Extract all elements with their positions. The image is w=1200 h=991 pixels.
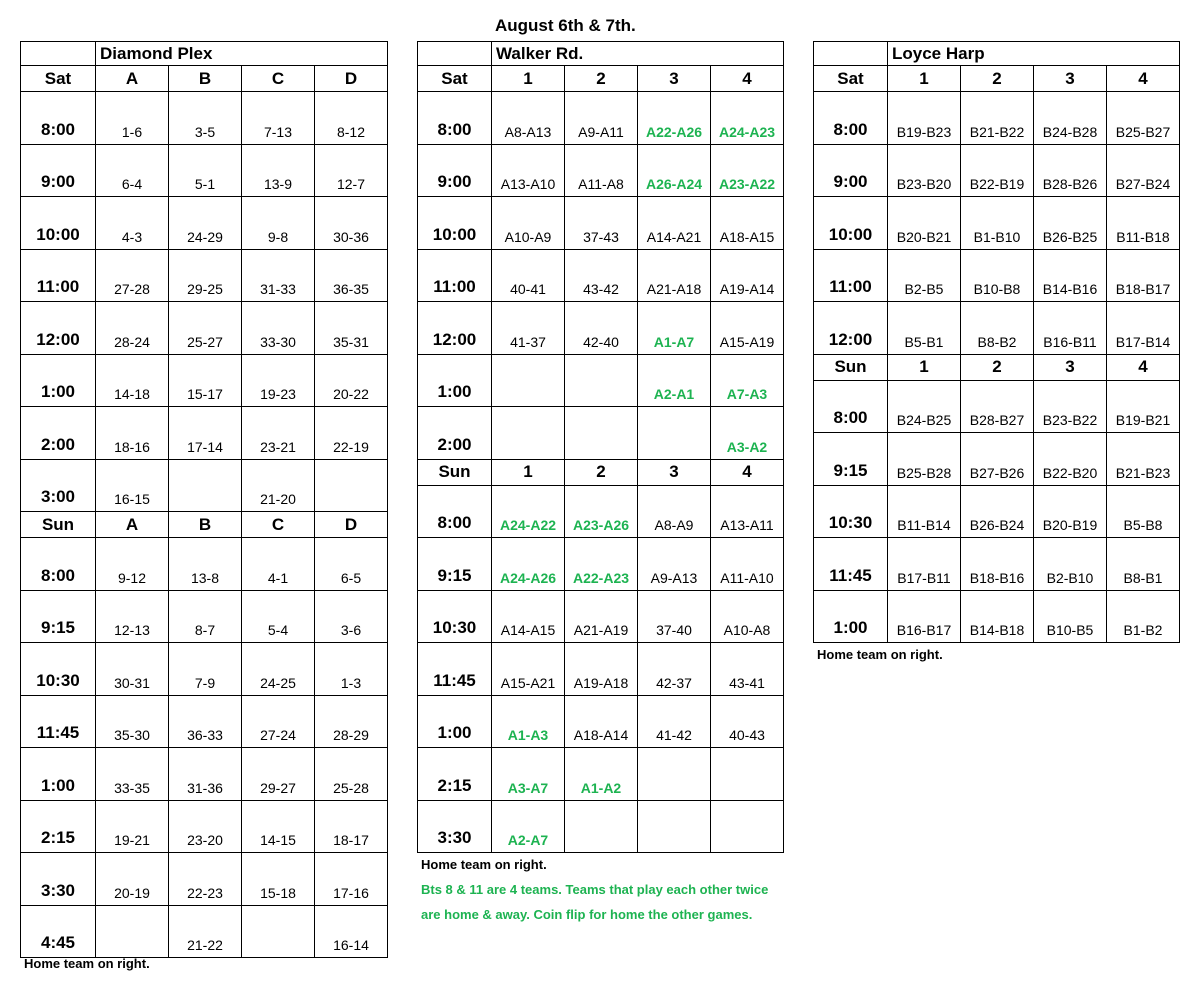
loyce-harp-table	[813, 41, 1180, 643]
day-label: Sat	[21, 66, 96, 92]
schedule-row	[21, 407, 388, 460]
game-cell: 25-28	[315, 748, 388, 801]
game-cell: A21-A19	[565, 590, 638, 643]
game-cell: 23-20	[169, 800, 242, 853]
game-cell: B8-B2	[961, 302, 1034, 355]
game-cell: B14-B18	[961, 590, 1034, 643]
game-cell: 16-15	[96, 459, 169, 512]
schedule-row	[814, 590, 1180, 643]
game-cell: B25-B27	[1107, 92, 1180, 145]
game-cell: 31-36	[169, 748, 242, 801]
diamond-plex-note: Home team on right.	[24, 956, 150, 971]
game-cell: 9-12	[96, 538, 169, 591]
game-cell: A23-A22	[711, 144, 784, 197]
game-cell	[242, 905, 315, 958]
game-cell: 14-15	[242, 800, 315, 853]
column-label: D	[315, 512, 388, 538]
game-cell: B28-B26	[1034, 144, 1107, 197]
schedule-row	[814, 485, 1180, 538]
game-cell: 9-8	[242, 197, 315, 250]
game-cell: 3-6	[315, 590, 388, 643]
game-cell: 24-29	[169, 197, 242, 250]
game-cell: 1-3	[315, 643, 388, 696]
game-cell: 31-33	[242, 249, 315, 302]
game-cell: 35-30	[96, 695, 169, 748]
game-cell: 6-4	[96, 144, 169, 197]
time-slot: 2:15	[21, 800, 96, 853]
game-cell: 27-28	[96, 249, 169, 302]
game-cell	[315, 459, 388, 512]
game-cell	[565, 800, 638, 853]
game-cell	[169, 459, 242, 512]
walker-rd-note: Home team on right.	[421, 857, 547, 872]
schedule-row	[21, 459, 388, 512]
time-slot: 11:00	[418, 249, 492, 302]
game-cell	[638, 800, 711, 853]
venue-blank-cell	[814, 42, 888, 66]
schedule-row	[814, 380, 1180, 433]
venue-blank-cell	[418, 42, 492, 66]
game-cell: A2-A1	[638, 354, 711, 407]
venue-name: Loyce Harp	[888, 42, 1180, 66]
game-cell: 19-21	[96, 800, 169, 853]
game-cell: A24-A23	[711, 92, 784, 145]
game-cell: B26-B24	[961, 485, 1034, 538]
game-cell: B14-B16	[1034, 249, 1107, 302]
game-cell: A15-A21	[492, 643, 565, 696]
game-cell: B27-B26	[961, 433, 1034, 486]
game-cell	[492, 354, 565, 407]
game-cell: B18-B17	[1107, 249, 1180, 302]
game-cell: B5-B8	[1107, 485, 1180, 538]
game-cell: 22-19	[315, 407, 388, 460]
game-cell: B10-B5	[1034, 590, 1107, 643]
day-label: Sat	[418, 66, 492, 92]
column-label: 1	[492, 459, 565, 485]
schedule-row	[418, 354, 784, 407]
schedule-row	[21, 748, 388, 801]
game-cell: A7-A3	[711, 354, 784, 407]
game-cell: 41-37	[492, 302, 565, 355]
schedule-row	[21, 695, 388, 748]
game-cell: B23-B20	[888, 144, 961, 197]
game-cell: A1-A7	[638, 302, 711, 355]
schedule-row	[418, 538, 784, 591]
game-cell	[638, 748, 711, 801]
day-header-row	[814, 354, 1180, 380]
schedule-row	[814, 249, 1180, 302]
schedule-row	[21, 354, 388, 407]
column-label: 2	[961, 66, 1034, 92]
game-cell: 43-42	[565, 249, 638, 302]
schedule-row	[21, 853, 388, 906]
time-slot: 2:00	[418, 407, 492, 460]
schedule-row	[21, 590, 388, 643]
time-slot: 11:00	[814, 249, 888, 302]
time-slot: 12:00	[814, 302, 888, 355]
game-cell: B5-B1	[888, 302, 961, 355]
walker-rd-table	[417, 41, 784, 853]
schedule-row	[21, 249, 388, 302]
game-cell: 23-21	[242, 407, 315, 460]
schedule-row	[418, 407, 784, 460]
column-label: 3	[638, 66, 711, 92]
time-slot: 4:45	[21, 905, 96, 958]
time-slot: 10:00	[814, 197, 888, 250]
game-cell: A9-A13	[638, 538, 711, 591]
game-cell: B22-B20	[1034, 433, 1107, 486]
time-slot: 9:00	[418, 144, 492, 197]
game-cell: 29-25	[169, 249, 242, 302]
game-cell: B1-B10	[961, 197, 1034, 250]
game-cell: A23-A26	[565, 485, 638, 538]
walker-rd-green-note: Bts 8 & 11 are 4 teams. Teams that play each other twice are home & away. Coin flip for home the other games.	[421, 882, 769, 922]
game-cell: 7-13	[242, 92, 315, 145]
game-cell: 21-22	[169, 905, 242, 958]
venue-name: Walker Rd.	[492, 42, 784, 66]
column-label: 4	[1107, 66, 1180, 92]
game-cell: 41-42	[638, 695, 711, 748]
loyce-harp-note: Home team on right.	[817, 647, 943, 662]
game-cell: 8-7	[169, 590, 242, 643]
game-cell: 35-31	[315, 302, 388, 355]
time-slot: 3:30	[418, 800, 492, 853]
schedule-row	[21, 92, 388, 145]
game-cell: B19-B23	[888, 92, 961, 145]
game-cell: B20-B19	[1034, 485, 1107, 538]
game-cell: 27-24	[242, 695, 315, 748]
column-label: 2	[565, 459, 638, 485]
game-cell: 22-23	[169, 853, 242, 906]
game-cell: 16-14	[315, 905, 388, 958]
game-cell: A18-A15	[711, 197, 784, 250]
game-cell: B27-B24	[1107, 144, 1180, 197]
game-cell: A24-A22	[492, 485, 565, 538]
column-label: 2	[961, 354, 1034, 380]
game-cell: 14-18	[96, 354, 169, 407]
game-cell: B16-B17	[888, 590, 961, 643]
schedule-row	[814, 92, 1180, 145]
page-title: August 6th & 7th.	[495, 16, 636, 35]
time-slot: 10:30	[418, 590, 492, 643]
time-slot: 11:00	[21, 249, 96, 302]
game-cell: 43-41	[711, 643, 784, 696]
game-cell: 5-1	[169, 144, 242, 197]
game-cell: A13-A10	[492, 144, 565, 197]
game-cell: 18-17	[315, 800, 388, 853]
diamond-plex-table	[20, 41, 388, 958]
column-label: 4	[1107, 354, 1180, 380]
game-cell: B24-B25	[888, 380, 961, 433]
time-slot: 2:15	[418, 748, 492, 801]
game-cell	[565, 407, 638, 460]
day-header-row	[418, 66, 784, 92]
game-cell: 28-24	[96, 302, 169, 355]
game-cell: B2-B10	[1034, 538, 1107, 591]
game-cell: 19-23	[242, 354, 315, 407]
game-cell: A1-A2	[565, 748, 638, 801]
game-cell: B8-B1	[1107, 538, 1180, 591]
time-slot: 11:45	[21, 695, 96, 748]
game-cell: B21-B22	[961, 92, 1034, 145]
game-cell: 8-12	[315, 92, 388, 145]
column-label: C	[242, 512, 315, 538]
game-cell: 17-14	[169, 407, 242, 460]
game-cell: 4-1	[242, 538, 315, 591]
venue-row	[418, 42, 784, 66]
game-cell	[96, 905, 169, 958]
game-cell: A26-A24	[638, 144, 711, 197]
column-label: 1	[888, 66, 961, 92]
time-slot: 1:00	[21, 748, 96, 801]
game-cell: 12-7	[315, 144, 388, 197]
game-cell: B28-B27	[961, 380, 1034, 433]
game-cell: B18-B16	[961, 538, 1034, 591]
time-slot: 12:00	[418, 302, 492, 355]
column-label: 4	[711, 66, 784, 92]
game-cell: 36-35	[315, 249, 388, 302]
column-label: 1	[492, 66, 565, 92]
game-cell: B17-B11	[888, 538, 961, 591]
time-slot: 3:30	[21, 853, 96, 906]
game-cell: A18-A14	[565, 695, 638, 748]
game-cell: 18-16	[96, 407, 169, 460]
game-cell: B16-B11	[1034, 302, 1107, 355]
game-cell: 30-31	[96, 643, 169, 696]
time-slot: 1:00	[814, 590, 888, 643]
day-label: Sun	[21, 512, 96, 538]
time-slot: 8:00	[418, 485, 492, 538]
schedule-row	[418, 748, 784, 801]
game-cell: A14-A15	[492, 590, 565, 643]
game-cell: A3-A2	[711, 407, 784, 460]
game-cell: A2-A7	[492, 800, 565, 853]
game-cell: B17-B14	[1107, 302, 1180, 355]
game-cell: 36-33	[169, 695, 242, 748]
schedule-row	[418, 590, 784, 643]
game-cell: 33-35	[96, 748, 169, 801]
column-label: A	[96, 66, 169, 92]
game-cell: 1-6	[96, 92, 169, 145]
schedule-row	[814, 197, 1180, 250]
day-label: Sat	[814, 66, 888, 92]
time-slot: 9:15	[814, 433, 888, 486]
game-cell: B26-B25	[1034, 197, 1107, 250]
time-slot: 9:15	[418, 538, 492, 591]
game-cell: 13-8	[169, 538, 242, 591]
game-cell: 7-9	[169, 643, 242, 696]
column-label: 4	[711, 459, 784, 485]
time-slot: 8:00	[21, 92, 96, 145]
schedule-row	[418, 92, 784, 145]
schedule-row	[418, 302, 784, 355]
schedule-row	[814, 433, 1180, 486]
schedule-row	[21, 800, 388, 853]
schedule-row	[418, 800, 784, 853]
game-cell: 21-20	[242, 459, 315, 512]
game-cell: 24-25	[242, 643, 315, 696]
time-slot: 11:45	[814, 538, 888, 591]
game-cell: 29-27	[242, 748, 315, 801]
game-cell: 42-40	[565, 302, 638, 355]
schedule-row	[21, 302, 388, 355]
time-slot: 2:00	[21, 407, 96, 460]
time-slot: 8:00	[814, 92, 888, 145]
column-label: 1	[888, 354, 961, 380]
game-cell: A8-A9	[638, 485, 711, 538]
game-cell: 6-5	[315, 538, 388, 591]
game-cell: 12-13	[96, 590, 169, 643]
time-slot: 11:45	[418, 643, 492, 696]
game-cell: 20-22	[315, 354, 388, 407]
game-cell: 25-27	[169, 302, 242, 355]
schedule-row	[814, 144, 1180, 197]
game-cell	[565, 354, 638, 407]
game-cell: B20-B21	[888, 197, 961, 250]
schedule-row	[418, 695, 784, 748]
game-cell: B25-B28	[888, 433, 961, 486]
time-slot: 1:00	[21, 354, 96, 407]
game-cell: 20-19	[96, 853, 169, 906]
game-cell: 15-18	[242, 853, 315, 906]
column-label: 3	[638, 459, 711, 485]
schedule-row	[418, 249, 784, 302]
column-label: C	[242, 66, 315, 92]
game-cell: A3-A7	[492, 748, 565, 801]
game-cell: B11-B18	[1107, 197, 1180, 250]
game-cell: 40-43	[711, 695, 784, 748]
schedule-row	[21, 144, 388, 197]
schedule-row	[418, 144, 784, 197]
venue-name: Diamond Plex	[96, 42, 388, 66]
time-slot: 8:00	[21, 538, 96, 591]
time-slot: 8:00	[814, 380, 888, 433]
day-header-row	[418, 459, 784, 485]
game-cell: B2-B5	[888, 249, 961, 302]
game-cell: B11-B14	[888, 485, 961, 538]
venue-blank-cell	[21, 42, 96, 66]
game-cell: B24-B28	[1034, 92, 1107, 145]
game-cell: A10-A8	[711, 590, 784, 643]
game-cell: 5-4	[242, 590, 315, 643]
game-cell: B10-B8	[961, 249, 1034, 302]
time-slot: 9:00	[21, 144, 96, 197]
column-label: 3	[1034, 66, 1107, 92]
game-cell: 40-41	[492, 249, 565, 302]
column-label: 3	[1034, 354, 1107, 380]
day-header-row	[814, 66, 1180, 92]
day-label: Sun	[418, 459, 492, 485]
time-slot: 12:00	[21, 302, 96, 355]
column-label: D	[315, 66, 388, 92]
day-header-row	[21, 512, 388, 538]
game-cell: 15-17	[169, 354, 242, 407]
game-cell	[638, 407, 711, 460]
game-cell: A11-A10	[711, 538, 784, 591]
game-cell: 3-5	[169, 92, 242, 145]
game-cell: A22-A23	[565, 538, 638, 591]
game-cell: 33-30	[242, 302, 315, 355]
time-slot: 8:00	[418, 92, 492, 145]
schedule-row	[21, 905, 388, 958]
game-cell: A10-A9	[492, 197, 565, 250]
game-cell: 28-29	[315, 695, 388, 748]
game-cell: A9-A11	[565, 92, 638, 145]
schedule-row	[21, 538, 388, 591]
game-cell: A19-A18	[565, 643, 638, 696]
time-slot: 10:30	[21, 643, 96, 696]
time-slot: 10:30	[814, 485, 888, 538]
game-cell: B19-B21	[1107, 380, 1180, 433]
game-cell: 42-37	[638, 643, 711, 696]
game-cell	[492, 407, 565, 460]
game-cell: 37-40	[638, 590, 711, 643]
game-cell: A21-A18	[638, 249, 711, 302]
game-cell: A8-A13	[492, 92, 565, 145]
schedule-row	[814, 538, 1180, 591]
game-cell: 37-43	[565, 197, 638, 250]
game-cell: B23-B22	[1034, 380, 1107, 433]
game-cell: A15-A19	[711, 302, 784, 355]
time-slot: 1:00	[418, 695, 492, 748]
game-cell: A13-A11	[711, 485, 784, 538]
column-label: A	[96, 512, 169, 538]
venue-row	[21, 42, 388, 66]
game-cell: B1-B2	[1107, 590, 1180, 643]
day-label: Sun	[814, 354, 888, 380]
schedule-row	[21, 197, 388, 250]
column-label: B	[169, 66, 242, 92]
game-cell: B21-B23	[1107, 433, 1180, 486]
column-label: B	[169, 512, 242, 538]
game-cell: B22-B19	[961, 144, 1034, 197]
venue-row	[814, 42, 1180, 66]
column-label: 2	[565, 66, 638, 92]
game-cell: 4-3	[96, 197, 169, 250]
time-slot: 10:00	[21, 197, 96, 250]
time-slot: 10:00	[418, 197, 492, 250]
time-slot: 1:00	[418, 354, 492, 407]
schedule-row	[418, 197, 784, 250]
game-cell: A1-A3	[492, 695, 565, 748]
game-cell: A14-A21	[638, 197, 711, 250]
day-header-row	[21, 66, 388, 92]
game-cell: A11-A8	[565, 144, 638, 197]
time-slot: 3:00	[21, 459, 96, 512]
game-cell	[711, 748, 784, 801]
game-cell: 30-36	[315, 197, 388, 250]
game-cell: 17-16	[315, 853, 388, 906]
schedule-row	[418, 643, 784, 696]
game-cell: A19-A14	[711, 249, 784, 302]
time-slot: 9:15	[21, 590, 96, 643]
game-cell	[711, 800, 784, 853]
schedule-row	[418, 485, 784, 538]
time-slot: 9:00	[814, 144, 888, 197]
schedule-row	[814, 302, 1180, 355]
game-cell: A24-A26	[492, 538, 565, 591]
game-cell: A22-A26	[638, 92, 711, 145]
game-cell: 13-9	[242, 144, 315, 197]
schedule-row	[21, 643, 388, 696]
